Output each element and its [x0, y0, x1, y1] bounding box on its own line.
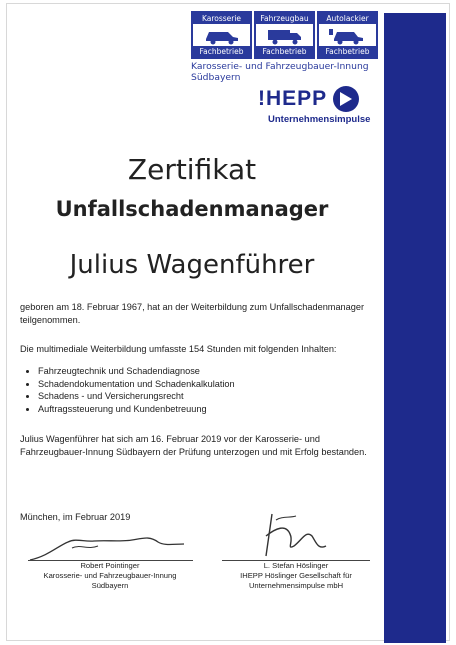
logo-top-label: Karosserie [193, 13, 250, 24]
signatory-org: IHEPP Höslinger Gesellschaft für [240, 571, 352, 580]
signature-hoeslinger [246, 506, 366, 562]
logo-bottom-label: Fachbetrieb [256, 46, 313, 57]
signatory-2 [210, 561, 382, 591]
recipient-name: Julius Wagenführer [69, 250, 315, 280]
list-item: • Fahrzeugtechnik und Schadendiagnose [38, 365, 235, 378]
logo-top-label: Fahrzeugbau [256, 13, 313, 24]
signatory-org: Südbayern [91, 581, 129, 590]
list-item: • Schadens - und Versicherungsrecht [38, 390, 235, 403]
signatory-name: Robert Pointinger [80, 561, 140, 570]
signatory-org: Karosserie- und Fahrzeugbauer-Innung [43, 571, 177, 580]
logo-bottom-label: Fachbetrieb [193, 46, 250, 57]
logo-fahrzeugbau [254, 11, 315, 59]
topics-list [22, 365, 235, 415]
signatory-org: Unternehmensimpulse mbH [248, 581, 344, 590]
guild-name-text: Karosserie- und Fahrzeugbauer-Innung Südbayern [191, 61, 369, 83]
certificate-heading: Zertifikat [127, 153, 257, 186]
hepp-logo [258, 85, 370, 125]
result-paragraph: Julius Wagenführer hat sich am 16. Februar 2019 vor der Karosserie- und Fahrzeugbauer-Innung Südbayern der Prüfung unterzogen und mit Erfolg bestanden. [20, 434, 367, 457]
guild-logos [191, 11, 378, 59]
signatory-name: L. Stefan Höslinger [263, 561, 329, 570]
course-title: Unfallschadenmanager [55, 197, 329, 221]
blue-side-bar [384, 13, 446, 643]
list-item: • Auftragssteuerung und Kundenbetreuung [38, 403, 235, 416]
paint-car-icon [319, 24, 376, 48]
guild-name [191, 61, 376, 83]
content-lead: Die multimediale Weiterbildung umfasste 154 Stunden mit folgenden Inhalten: [20, 344, 337, 354]
car-icon [193, 24, 250, 48]
logo-top-label: Autolackier [319, 13, 376, 24]
logo-karosserie [191, 11, 252, 59]
logo-bottom-label: Fachbetrieb [319, 46, 376, 57]
hepp-brand: !HEPP [258, 87, 328, 110]
hepp-subtitle: Unternehmensimpulse [268, 114, 371, 125]
truck-icon [256, 24, 313, 48]
hepp-arrow-icon [331, 85, 361, 113]
logo-autolackier [317, 11, 378, 59]
intro-paragraph: geboren am 18. Februar 1967, hat an der Weiterbildung zum Unfallschadenmanager teilgenommen. [20, 302, 365, 325]
list-item: • Schadendokumentation und Schadenkalkulation [38, 378, 235, 391]
signatory-1 [20, 561, 200, 591]
place-date: München, im Februar 2019 [20, 512, 131, 522]
